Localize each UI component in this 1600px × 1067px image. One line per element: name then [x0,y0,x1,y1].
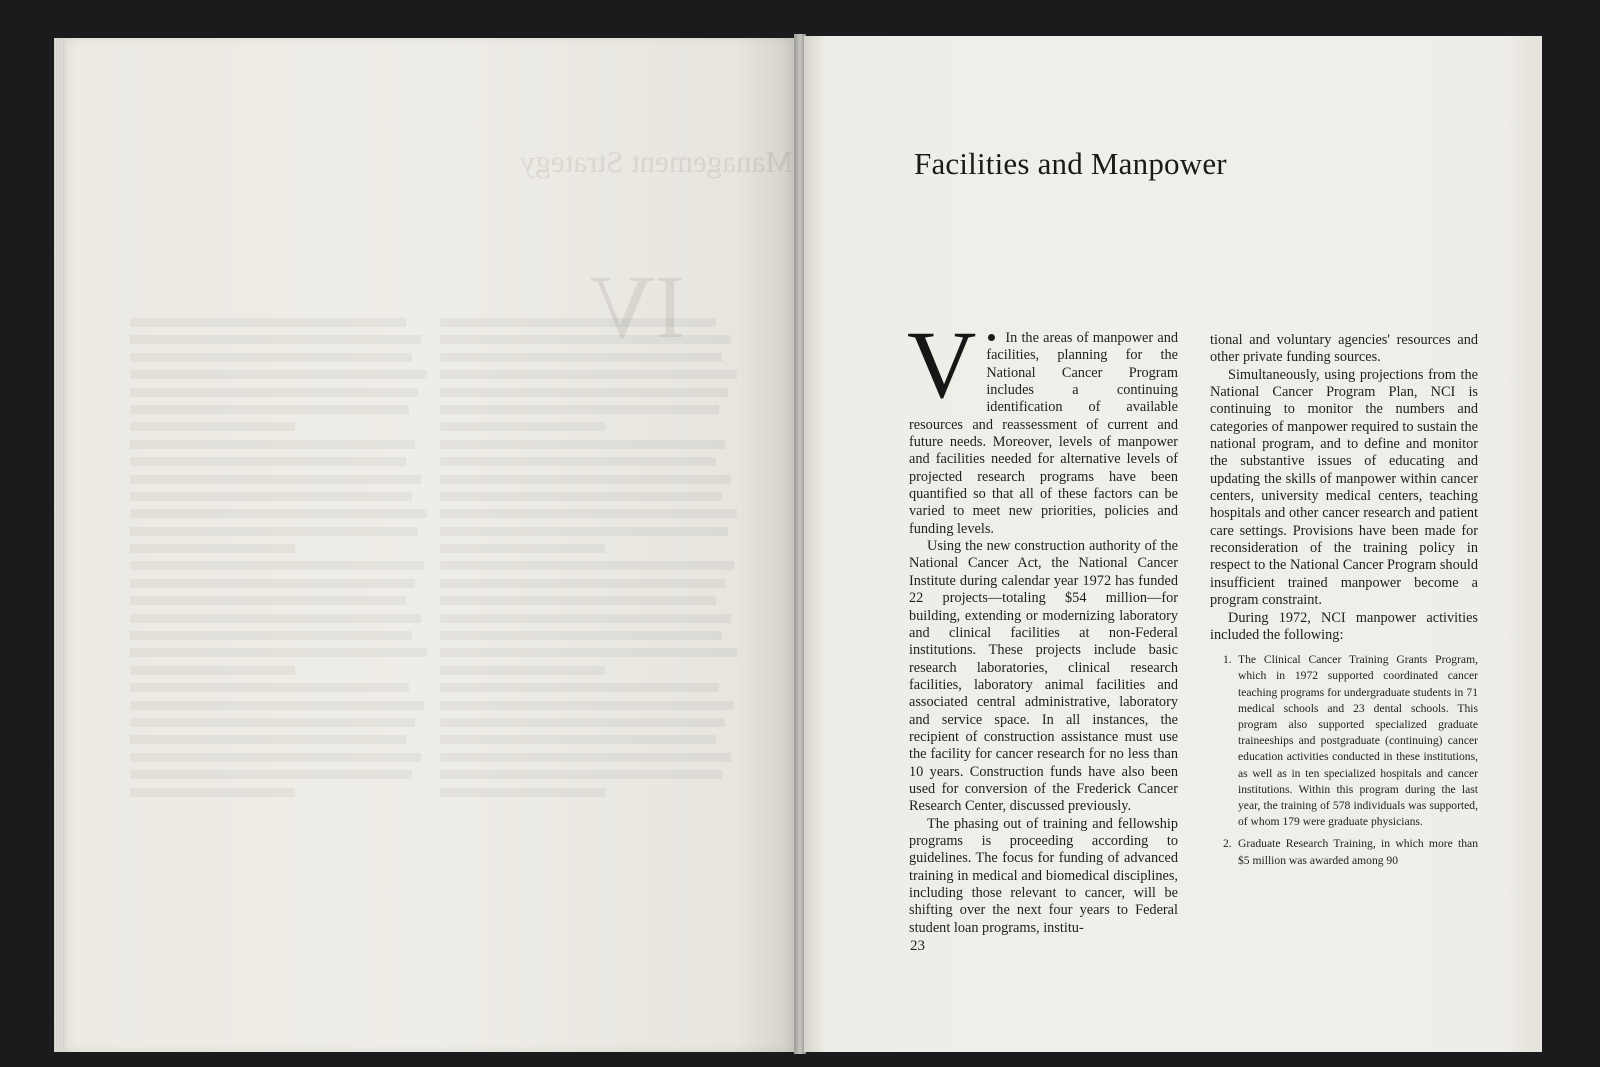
text-column-2 [1210,332,1478,875]
paragraph-text: In the areas of manpower and facilities, planning for the National Cancer Program includes a continuing identification of available resources and reassessment of current and future needs. Moreover, levels of manpower and facilities needed for alternative levels of projected research programs have been quantified so that all of these factors can be varied to meet new priorities, policies and funding levels. [909,330,1178,537]
bleedthrough-line [440,492,722,501]
bleedthrough-line [130,492,412,501]
bleedthrough-line [130,475,421,484]
bleedthrough-line [440,318,716,327]
bleedthrough-line [130,648,427,657]
bleedthrough-line [130,527,418,536]
drop-cap: V [907,311,977,418]
list-item-number: 1. [1223,653,1232,667]
bleedthrough-line [440,579,725,588]
bleedthrough-line [130,353,412,362]
bleedthrough-line [440,753,731,762]
bleedthrough-line [130,579,415,588]
list-item-text: The Clinical Cancer Training Grants Program, which in 1972 supported coordinated cancer teaching programs for undergraduate students in 71 medical schools and 23 dental schools. This program also supported specialized graduate traineeships and postgraduate (continuing) cancer education activities conducted in these institutions, as well as in ten specialized hospitals and cancer institutions. Within this program during the last year, the training of 578 individuals was supported, of whom 179 were graduate physicians. [1238,653,1478,829]
bleedthrough-line [440,683,719,692]
bleedthrough-line [130,788,295,797]
bleedthrough-line [130,596,406,605]
page-number: 23 [910,938,925,954]
bleedthrough-line [130,457,406,466]
activities-list [1210,652,1478,869]
bleedthrough-line [440,666,605,675]
paragraph: The phasing out of training and fellowship programs is proceeding according to guidelines. The focus for funding of advanced training in medical and biomedical disciplines, including those relevant to cancer, will be shifting over the next four years to Federal student loan programs, institu- [909,815,1178,936]
left-page-bleedthrough-column [440,318,740,805]
bleedthrough-line [440,422,605,431]
bleedthrough-line [440,405,719,414]
list-item [1210,652,1478,830]
bleedthrough-line [130,666,295,675]
bleedthrough-line [440,353,722,362]
bleedthrough-line [130,544,295,553]
bleedthrough-line [440,701,734,710]
list-item [1210,836,1478,868]
bleedthrough-line [440,648,737,657]
bleedthrough-line [130,370,427,379]
bleedthrough-line [130,405,409,414]
text-column-1 [907,311,1178,937]
bleedthrough-line [440,370,737,379]
bleedthrough-line [130,735,406,744]
paragraph: During 1972, NCI manpower activities included the following: [1210,609,1478,643]
intro-paragraph [907,311,1178,538]
left-page-bleedthrough-column [130,318,430,805]
bleedthrough-line [440,561,734,570]
bullet-icon [988,334,995,341]
list-item-number: 2. [1223,837,1232,851]
bleedthrough-line [440,475,731,484]
bleedthrough-line [440,544,605,553]
bleedthrough-line [130,335,421,344]
bleedthrough-line [440,735,716,744]
bleedthrough-line [130,561,424,570]
bleedthrough-line [130,683,409,692]
bleedthrough-line [130,718,415,727]
paragraph: Using the new construction authority of the National Cancer Act, the National Cancer Institute during calendar year 1972 has funded 22 projects—totaling $54 million—for building, extending or modernizing laboratory and clinical facilities at non-Federal institutions. These projects include basic research laboratories, clinical research facilities, laboratory animal facilities and associated central administrative, laboratory and service space. In all instances, the recipient of construction assistance must use the facility for cancer research for no less than 10 years. Construction funds have also been used for conversion of the Frederick Cancer Research Center, discussed previously. [909,538,1178,815]
bleedthrough-line [130,509,427,518]
bleedthrough-line [440,770,722,779]
bleedthrough-line [130,388,418,397]
bleedthrough-line [440,527,728,536]
bleedthrough-line [440,457,716,466]
bleedthrough-line [440,614,731,623]
bleedthrough-line [440,788,605,797]
left-page-bleedthrough-title: Management Strategy [520,144,793,179]
bleedthrough-line [440,335,731,344]
bleedthrough-line [130,614,421,623]
bleedthrough-line [440,388,728,397]
bleedthrough-line [130,440,415,449]
bleedthrough-line [130,422,295,431]
right-page-edge [1530,36,1542,1052]
bleedthrough-line [440,509,737,518]
left-page-edge [54,38,66,1052]
bleedthrough-line [130,701,424,710]
bleedthrough-line [440,718,725,727]
paragraph: Simultaneously, using projections from the National Cancer Program Plan, NCI is continuing to monitor the numbers and categories of manpower required to sustain the national program, and to define and monitor the substantive issues of educating and updating the skills of manpower within cancer centers, university medical centers, teaching hospitals and other cancer research and patient care settings. Provisions have been made for reconsideration of the training policy in respect to the National Cancer Program should insufficient trained manpower become a program constraint. [1210,366,1478,609]
bleedthrough-line [440,631,722,640]
list-item-text: Graduate Research Training, in which more than $5 million was awarded among 90 [1238,837,1478,867]
bleedthrough-line [130,631,412,640]
paragraph: tional and voluntary agencies' resources and other private funding sources. [1210,332,1478,366]
bleedthrough-line [130,753,421,762]
bleedthrough-line [440,596,716,605]
page-title: Facilities and Manpower [914,146,1227,181]
bleedthrough-line [130,770,412,779]
bleedthrough-line [440,440,725,449]
bleedthrough-line [130,318,406,327]
left-page-bleedthrough-numeral: IV [590,258,685,357]
